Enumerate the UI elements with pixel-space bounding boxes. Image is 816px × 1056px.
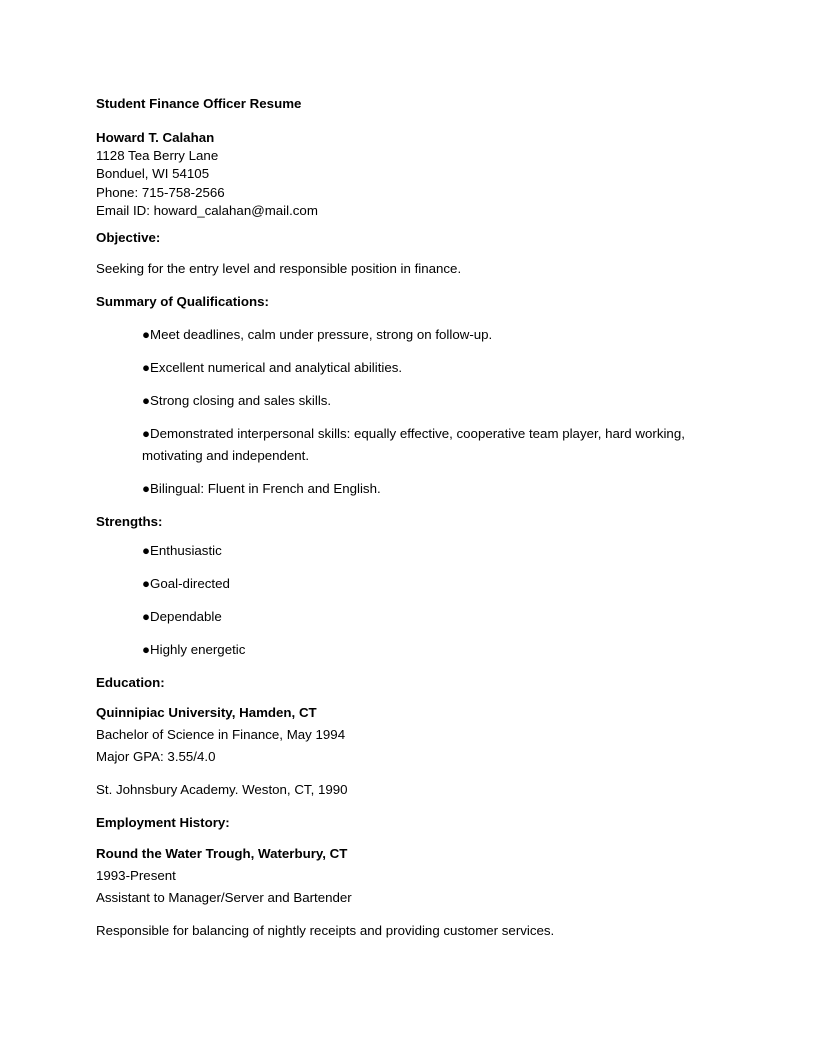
degree-text: Bachelor of Science in Finance, May 1994 [96,727,346,743]
school-name: Quinnipiac University, Hamden, CT [96,705,317,721]
list-item [142,478,716,500]
qualification-text: Bilingual: Fluent in French and English. [150,481,381,497]
employer-name: Round the Water Trough, Waterbury, CT [96,846,348,862]
bullet-icon: ● [142,360,151,376]
qualifications-list [96,324,716,500]
candidate-name: Howard T. Calahan [96,130,215,145]
education-heading: Education: [96,675,165,691]
qualification-text: Excellent numerical and analytical abilities. [150,360,403,376]
list-item [142,423,716,467]
list-item [142,390,716,412]
document-title: Student Finance Officer Resume [96,96,302,111]
list-item [142,639,716,661]
strengths-heading: Strengths: [96,514,163,530]
strengths-list [96,540,716,661]
objective-text: Seeking for the entry level and responsible position in finance. [96,261,462,277]
phone-number: Phone: 715-758-2566 [96,184,225,200]
secondary-school: St. Johnsbury Academy. Weston, CT, 1990 [96,782,348,798]
strength-text: Enthusiastic [150,543,222,559]
qualification-text: Demonstrated interpersonal skills: equally effective, cooperative team player, hard working, [150,426,685,442]
strength-text: Dependable [150,609,222,625]
qualification-text-continued: motivating and independent. [142,448,310,464]
qualifications-heading: Summary of Qualifications: [96,294,269,310]
list-item [142,324,716,346]
bullet-icon: ● [142,609,151,625]
bullet-icon: ● [142,393,151,409]
bullet-icon: ● [142,642,151,658]
list-item [142,540,716,562]
bullet-icon: ● [142,327,151,343]
job-description: Responsible for balancing of nightly receipts and providing customer services. [96,923,555,939]
strength-text: Highly energetic [150,642,246,658]
bullet-icon: ● [142,543,151,559]
job-role: Assistant to Manager/Server and Bartender [96,890,352,906]
qualification-text: Meet deadlines, calm under pressure, strong on follow-up. [150,327,493,343]
list-item [142,606,716,628]
email-address: Email ID: howard_calahan@mail.com [96,202,318,218]
resume-page [96,95,716,942]
employment-heading: Employment History: [96,815,230,831]
objective-heading: Objective: [96,230,161,246]
employment-dates: 1993-Present [96,868,176,884]
bullet-icon: ● [142,576,151,592]
strength-text: Goal-directed [150,576,230,592]
bullet-icon: ● [142,426,151,442]
address-line-1: 1128 Tea Berry Lane [96,148,219,163]
address-line-2: Bonduel, WI 54105 [96,166,210,182]
list-item [142,573,716,595]
gpa-text: Major GPA: 3.55/4.0 [96,749,216,765]
list-item [142,357,716,379]
qualification-text: Strong closing and sales skills. [150,393,332,409]
bullet-icon: ● [142,481,151,497]
